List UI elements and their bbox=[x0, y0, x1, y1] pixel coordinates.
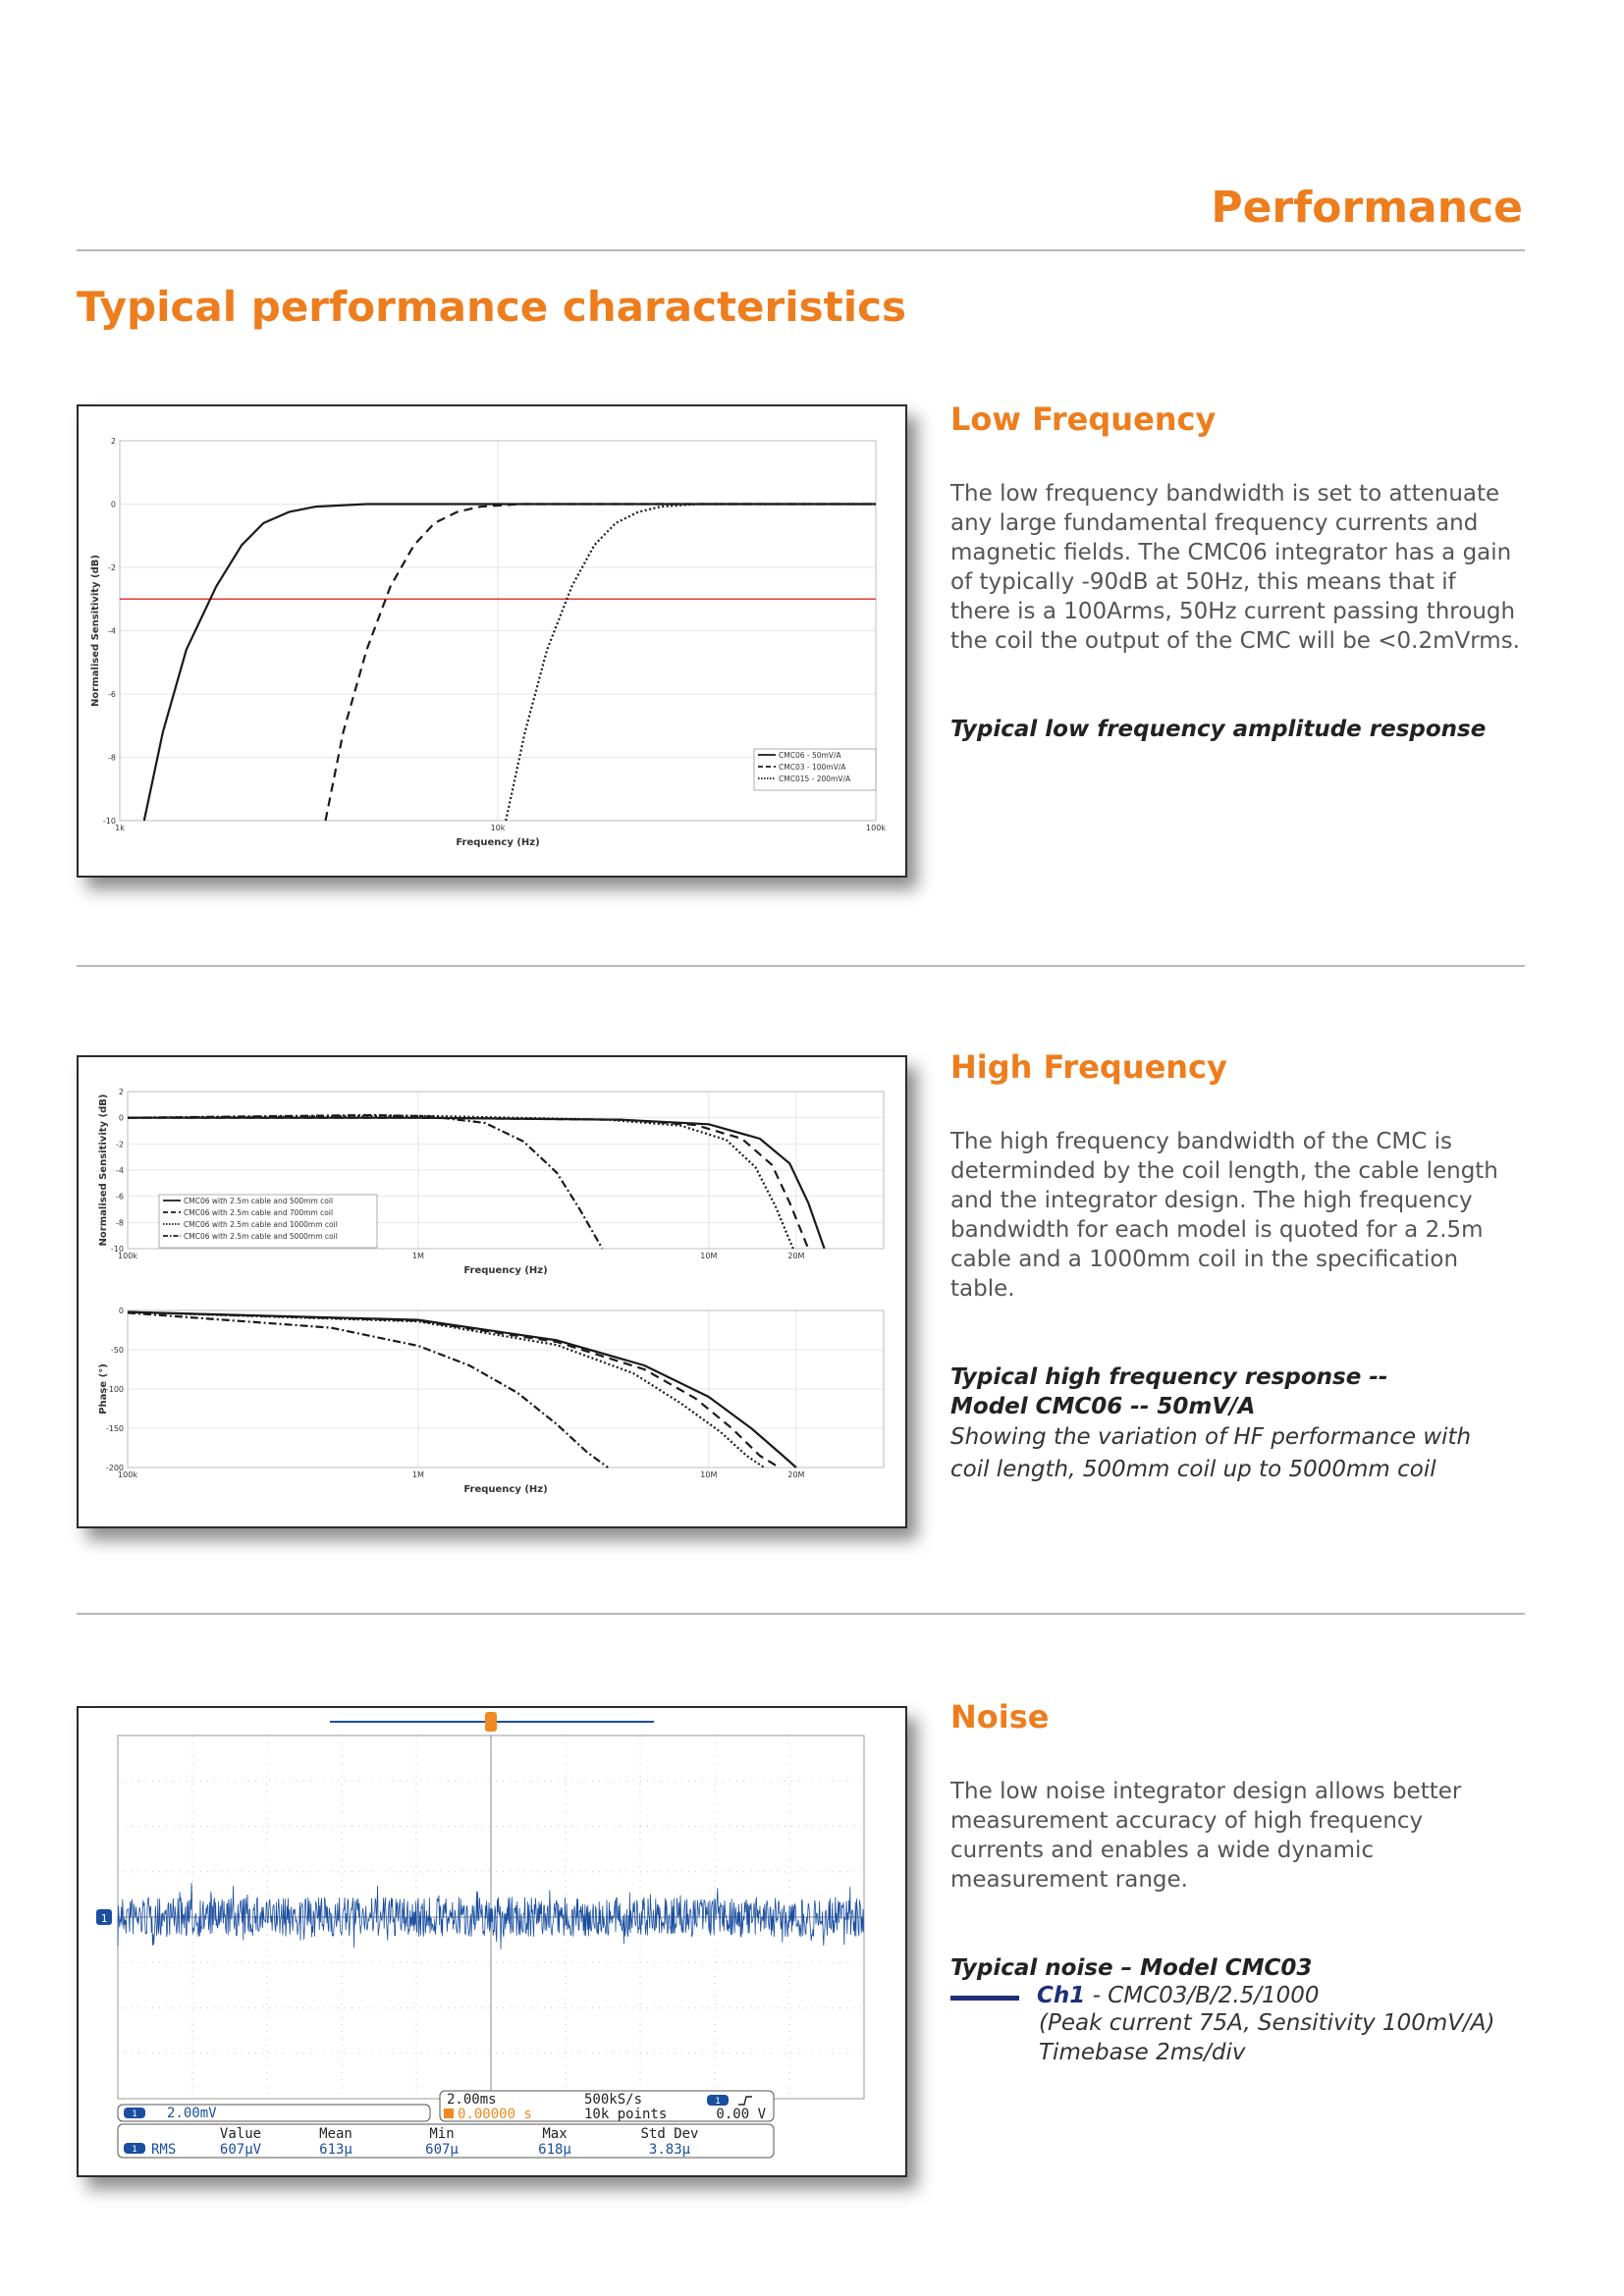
high-frequency-caption-3: Showing the variation of HF performance with bbox=[950, 1424, 1472, 1450]
low-frequency-text bbox=[950, 400, 1520, 744]
noise-scope-screenshot bbox=[77, 1706, 907, 2177]
divider-1 bbox=[77, 965, 1525, 967]
high-frequency-body: The high frequency bandwidth of the CMC is determinded by the coil length, the cable length and the integrator design. The high frequency bandwidth for each model is quoted for a 2.5m cable and a 1000mm coil in the specification table. bbox=[950, 1129, 1498, 1302]
x-tick-label: 1M bbox=[411, 1252, 424, 1260]
y-tick-label: 0 bbox=[118, 1113, 124, 1123]
series-line bbox=[128, 1312, 608, 1468]
trigger-pos-icon bbox=[444, 2109, 454, 2118]
y-tick-label: -8 bbox=[108, 753, 116, 763]
measurement-header: Max bbox=[542, 2126, 568, 2142]
measurement-header: Min bbox=[429, 2126, 455, 2142]
x-tick-label: 100k bbox=[118, 1252, 137, 1260]
channel-label: Ch1 bbox=[1037, 1983, 1086, 2008]
trigger-pos-value: 0.00000 s bbox=[458, 2107, 532, 2122]
channel-marker-label: 1 bbox=[100, 1912, 108, 1925]
y-tick-label: -50 bbox=[110, 1346, 124, 1355]
series-line bbox=[128, 1312, 796, 1468]
low-frequency-caption: Typical low frequency amplitude response bbox=[950, 717, 1487, 742]
legend-entry: CMC06 with 2.5m cable and 700mm coil bbox=[184, 1208, 334, 1217]
high-frequency-caption-2: Model CMC06 -- 50mV/A bbox=[950, 1394, 1256, 1419]
x-axis-label: Frequency (Hz) bbox=[456, 837, 540, 848]
y-tick-label: -6 bbox=[108, 690, 116, 699]
x-tick-label: 1k bbox=[115, 824, 125, 832]
y-tick-label: -10 bbox=[102, 817, 116, 826]
x-tick-label: 100k bbox=[866, 824, 886, 832]
y-axis-label: Normalised Sensitivity (dB) bbox=[98, 1094, 109, 1247]
y-tick-label: -6 bbox=[116, 1192, 124, 1201]
points-value: 10k points bbox=[584, 2107, 668, 2122]
x-tick-label: 1M bbox=[411, 1470, 424, 1479]
noise-line-2: (Peak current 75A, Sensitivity 100mV/A) bbox=[1039, 2010, 1495, 2036]
measurement-value: 613µ bbox=[319, 2142, 352, 2158]
series-line bbox=[128, 1312, 764, 1468]
y-tick-label: 0 bbox=[110, 500, 116, 509]
low-frequency-body: The low frequency bandwidth is set to attenuate any large fundamental frequency currents and magnetic fields. The CMC06 integrator has a gain of typically -90dB at 50Hz, this means that if there is a 100Arms, 50Hz current passing through the coil the output of the CMC will be <0.2mVrms. bbox=[950, 481, 1520, 654]
y-tick-label: -150 bbox=[105, 1424, 124, 1433]
y-tick-label: 0 bbox=[118, 1307, 124, 1315]
legend-entry: CMC06 - 50mV/A bbox=[779, 751, 841, 760]
noise-scope-plot bbox=[79, 1708, 905, 2175]
legend-entry: CMC06 with 2.5m cable and 5000mm coil bbox=[184, 1232, 338, 1241]
y-tick-label: -10 bbox=[110, 1245, 124, 1254]
y-tick-label: 2 bbox=[110, 437, 116, 446]
y-tick-label: -8 bbox=[116, 1218, 124, 1228]
measurement-value: 607µV bbox=[219, 2142, 262, 2158]
noise-channel-row bbox=[950, 1983, 1520, 2008]
x-tick-label: 20M bbox=[787, 1252, 805, 1260]
trigger-marker bbox=[485, 1712, 497, 1732]
low-frequency-plot bbox=[79, 406, 905, 876]
x-axis-label: Frequency (Hz) bbox=[463, 1484, 548, 1495]
series-line bbox=[128, 1312, 780, 1468]
x-axis-label: Frequency (Hz) bbox=[463, 1265, 548, 1276]
high-frequency-title: High Frequency bbox=[950, 1048, 1227, 1086]
noise-caption: Typical noise – Model CMC03 bbox=[950, 1955, 1313, 1981]
measurement-value: 607µ bbox=[425, 2142, 459, 2158]
y-tick-label: -4 bbox=[116, 1166, 124, 1175]
high-frequency-text bbox=[950, 1048, 1520, 1486]
header-divider bbox=[77, 249, 1525, 251]
low-frequency-chart bbox=[77, 404, 907, 878]
measurement-header: Value bbox=[219, 2126, 262, 2142]
legend-entry: CMC015 - 200mV/A bbox=[779, 774, 851, 783]
legend-entry: CMC06 with 2.5m cable and 500mm coil bbox=[184, 1197, 334, 1205]
timebase-value: 2.00ms bbox=[447, 2092, 497, 2108]
high-frequency-plot bbox=[79, 1057, 905, 1526]
y-tick-label: -2 bbox=[116, 1140, 124, 1149]
noise-body: The low noise integrator design allows better measurement accuracy of high frequency currents and enables a wide dynamic measurement range. bbox=[950, 1779, 1462, 1893]
y-axis-label: Normalised Sensitivity (dB) bbox=[90, 555, 101, 707]
y-tick-label: -100 bbox=[105, 1385, 124, 1394]
low-frequency-title: Low Frequency bbox=[950, 400, 1217, 438]
noise-text bbox=[950, 1698, 1520, 2067]
y-axis-label: Phase (°) bbox=[98, 1363, 109, 1415]
high-frequency-chart bbox=[77, 1055, 907, 1528]
measurement-header: Mean bbox=[319, 2126, 352, 2142]
measurement-badge-label: 1 bbox=[132, 2145, 137, 2155]
x-tick-label: 10M bbox=[700, 1470, 718, 1479]
measurement-header: Std Dev bbox=[640, 2126, 699, 2142]
section-title: Performance bbox=[1211, 183, 1523, 233]
ch-scale-box bbox=[118, 2105, 430, 2121]
trigger-level-value: 0.00 V bbox=[716, 2107, 766, 2122]
high-frequency-caption-1: Typical high frequency response -- bbox=[950, 1364, 1388, 1390]
noise-title: Noise bbox=[950, 1698, 1050, 1735]
high-frequency-caption-4: coil length, 500mm coil up to 5000mm coil bbox=[950, 1457, 1436, 1482]
noise-line-3: Timebase 2ms/div bbox=[1039, 2040, 1246, 2065]
channel-swatch bbox=[950, 1996, 1019, 2001]
y-tick-label: -2 bbox=[108, 563, 116, 572]
sample-rate-value: 500kS/s bbox=[584, 2092, 643, 2108]
x-tick-label: 100k bbox=[118, 1470, 137, 1479]
y-tick-label: -4 bbox=[108, 626, 116, 636]
x-tick-label: 10k bbox=[490, 824, 506, 832]
trigger-badge-label: 1 bbox=[715, 2097, 721, 2107]
channel-text: - CMC03/B/2.5/1000 bbox=[1085, 1983, 1320, 2008]
y-tick-label: -200 bbox=[105, 1464, 124, 1472]
page-heading: Typical performance characteristics bbox=[77, 283, 907, 331]
ch-scale-badge-label: 1 bbox=[132, 2109, 137, 2119]
ch-scale-value: 2.00mV bbox=[167, 2106, 217, 2121]
x-tick-label: 20M bbox=[787, 1470, 805, 1479]
measurement-value: 618µ bbox=[538, 2142, 571, 2158]
measurement-value: 3.83µ bbox=[648, 2142, 691, 2158]
y-tick-label: 2 bbox=[118, 1088, 124, 1096]
legend-entry: CMC03 - 100mV/A bbox=[779, 763, 846, 772]
measurement-label: RMS bbox=[151, 2142, 177, 2158]
legend-entry: CMC06 with 2.5m cable and 1000mm coil bbox=[184, 1220, 338, 1229]
divider-2 bbox=[77, 1613, 1525, 1615]
x-tick-label: 10M bbox=[700, 1252, 718, 1260]
